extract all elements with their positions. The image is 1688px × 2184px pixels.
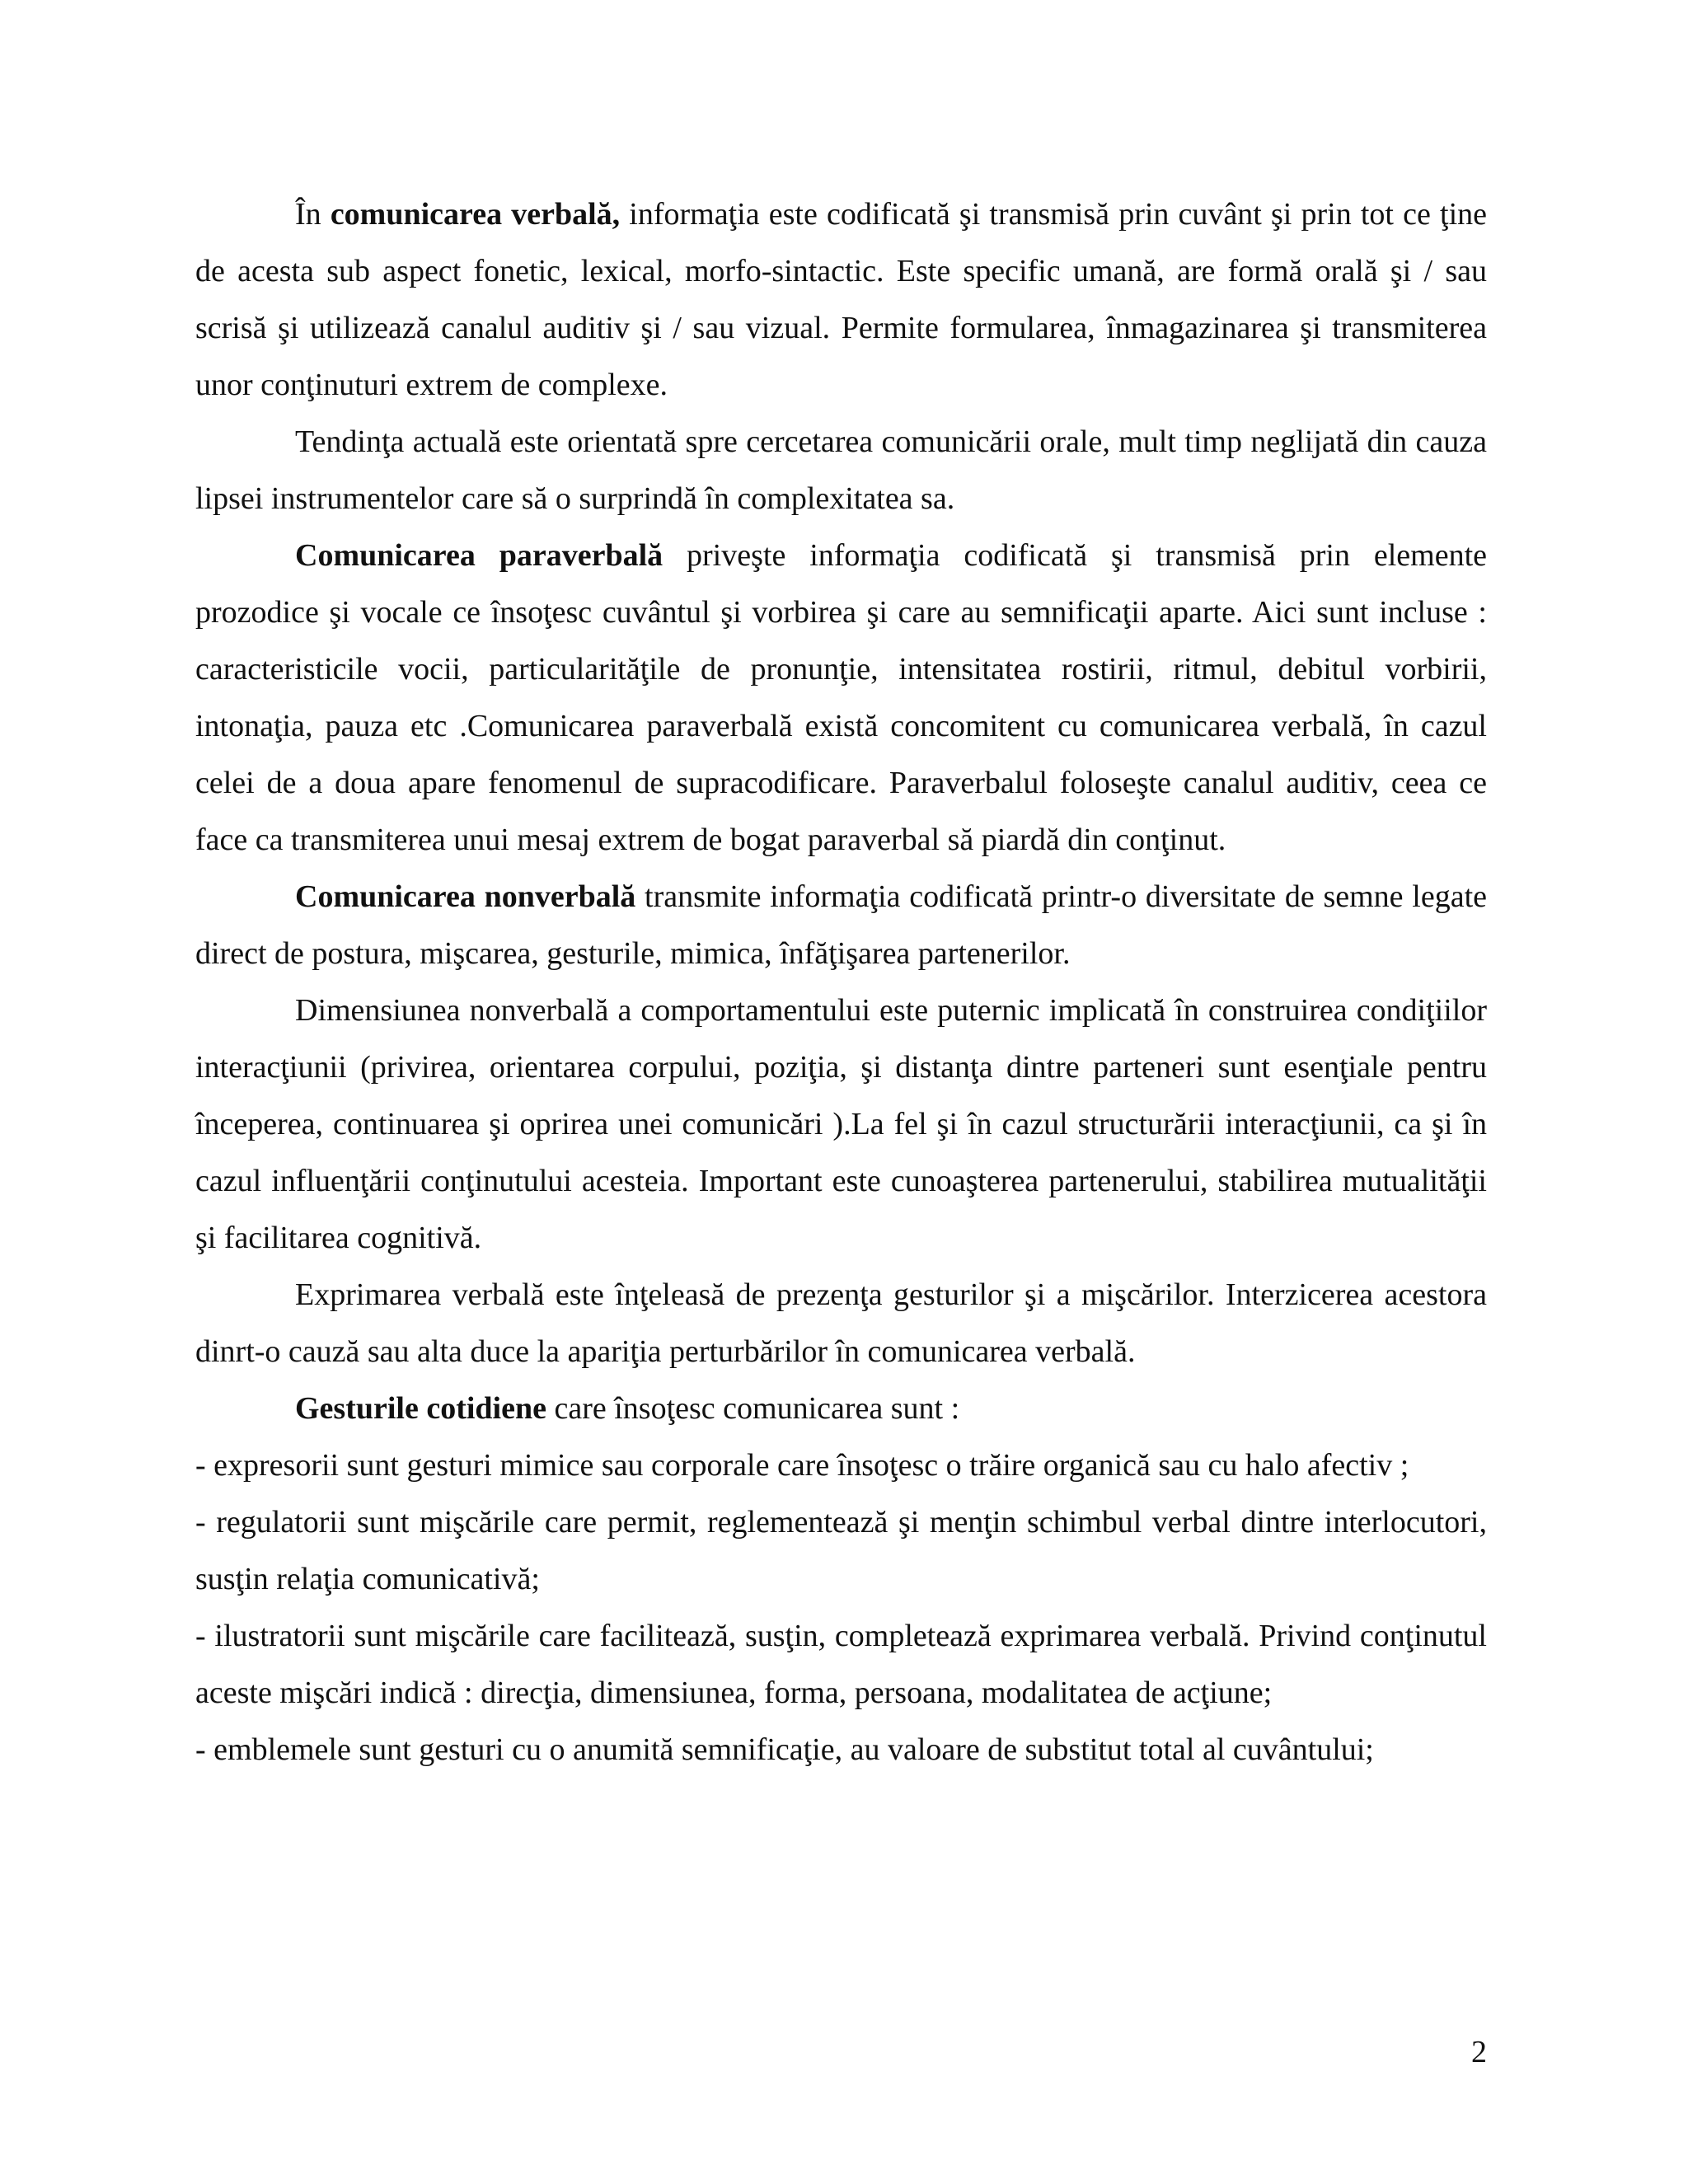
term-nonverbal-communication: Comunicarea nonverbală	[295, 879, 636, 914]
paragraph-nonverbal-dimension	[195, 982, 1487, 1267]
paragraph-text: Tendinţa actuală este orientată spre cercetarea comunicării orale, mult timp neglijată din cauza lipsei instrumentelor care să o surprindă în complexitatea sa.	[195, 424, 1487, 516]
paragraph-text: În	[295, 197, 331, 232]
term-paraverbal-communication: Comunicarea paraverbală	[295, 538, 663, 573]
paragraph-text: Dimensiunea nonverbală a comportamentului este puternic implicată în construirea condiţiilor interacţiunii (privirea, orientarea corpului, poziţia, şi distanţa dintre parteneri sunt esenţiale pentru începerea, continuarea şi oprirea unei comunicări ).La fel şi în cazul structurării interacţiunii, ca şi în cazul influenţării conţinutului acesteia. Important este cunoaşterea partenerului, stabilirea mutualităţii şi facilitarea cognitivă.	[195, 993, 1487, 1255]
paragraph-paraverbal-communication	[195, 527, 1487, 869]
paragraph-text: informaţia este codificată şi transmisă prin cuvânt şi prin tot ce ţine de acesta sub aspect fonetic, lexical, morfo-sintactic. Este specific umană, are formă orală şi / sau scrisă şi utilizează canalul auditiv şi / sau vizual. Permite formularea, înmagazinarea şi transmiterea unor conţinuturi extrem de complexe.	[195, 197, 1488, 402]
list-item-expressors: - expresorii sunt gesturi mimice sau corporale care însoţesc o trăire organică sau cu halo afectiv ;	[195, 1448, 1409, 1483]
paragraph-text: transmite informaţia codificată printr-o diversitate de semne legate direct de postura, mişcarea, gesturile, mimica, înfăţişarea partenerilor.	[195, 879, 1487, 971]
paragraph-daily-gestures-intro	[195, 1380, 1487, 1437]
list-item-illustrators: - ilustratorii sunt mişcările care facilitează, susţin, completează exprimarea verbală. Privind conţinutul aceste mişcări indică : direcţia, dimensiunea, forma, persoana, modalitatea de acţiune;	[195, 1619, 1487, 1710]
paragraph-text: Exprimarea verbală este înţeleasă de prezenţa gesturilor şi a mişcărilor. Interzicerea acestora dinrt-o cauză sau alta duce la apariţia perturbărilor în comunicarea verbală.	[195, 1277, 1487, 1369]
term-daily-gestures: Gesturile cotidiene	[295, 1391, 546, 1426]
term-verbal-communication: comunicarea verbală,	[330, 197, 621, 232]
paragraph-current-tendency	[195, 414, 1487, 527]
paragraph-text: priveşte informaţia codificată şi transmisă prin elemente prozodice şi vocale ce însoţesc cuvântul şi vorbirea şi care au semnificaţii aparte. Aici sunt incluse : caracteristicile vocii, particularităţile de pronunţie, intensitatea rostirii, ritmul, debitul vorbirii, intonaţia, pauza etc .Comunicarea paraverbală există concomitent cu comunicarea verbală, în cazul celei de a doua apare fenomenul de supracodificare. Paraverbalul foloseşte canalul auditiv, ceea ce face ca transmiterea unui mesaj extrem de bogat paraverbal să piardă din conţinut.	[195, 538, 1487, 857]
page-number: 2	[1471, 2035, 1487, 2069]
paragraph-verbal-expression	[195, 1267, 1487, 1380]
document-body	[195, 186, 1487, 1779]
list-item-regulators: - regulatorii sunt mişcările care permit, reglementează şi menţin schimbul verbal dintre interlocutori, susţin relaţia comunicativă;	[195, 1505, 1487, 1596]
paragraph-text: care însoţesc comunicarea sunt :	[546, 1391, 960, 1426]
paragraph-nonverbal-communication	[195, 869, 1487, 982]
list-item-emblems: - emblemele sunt gesturi cu o anumită semnificaţie, au valoare de substitut total al cuvântului;	[195, 1732, 1374, 1767]
paragraph-verbal-communication	[195, 186, 1487, 414]
